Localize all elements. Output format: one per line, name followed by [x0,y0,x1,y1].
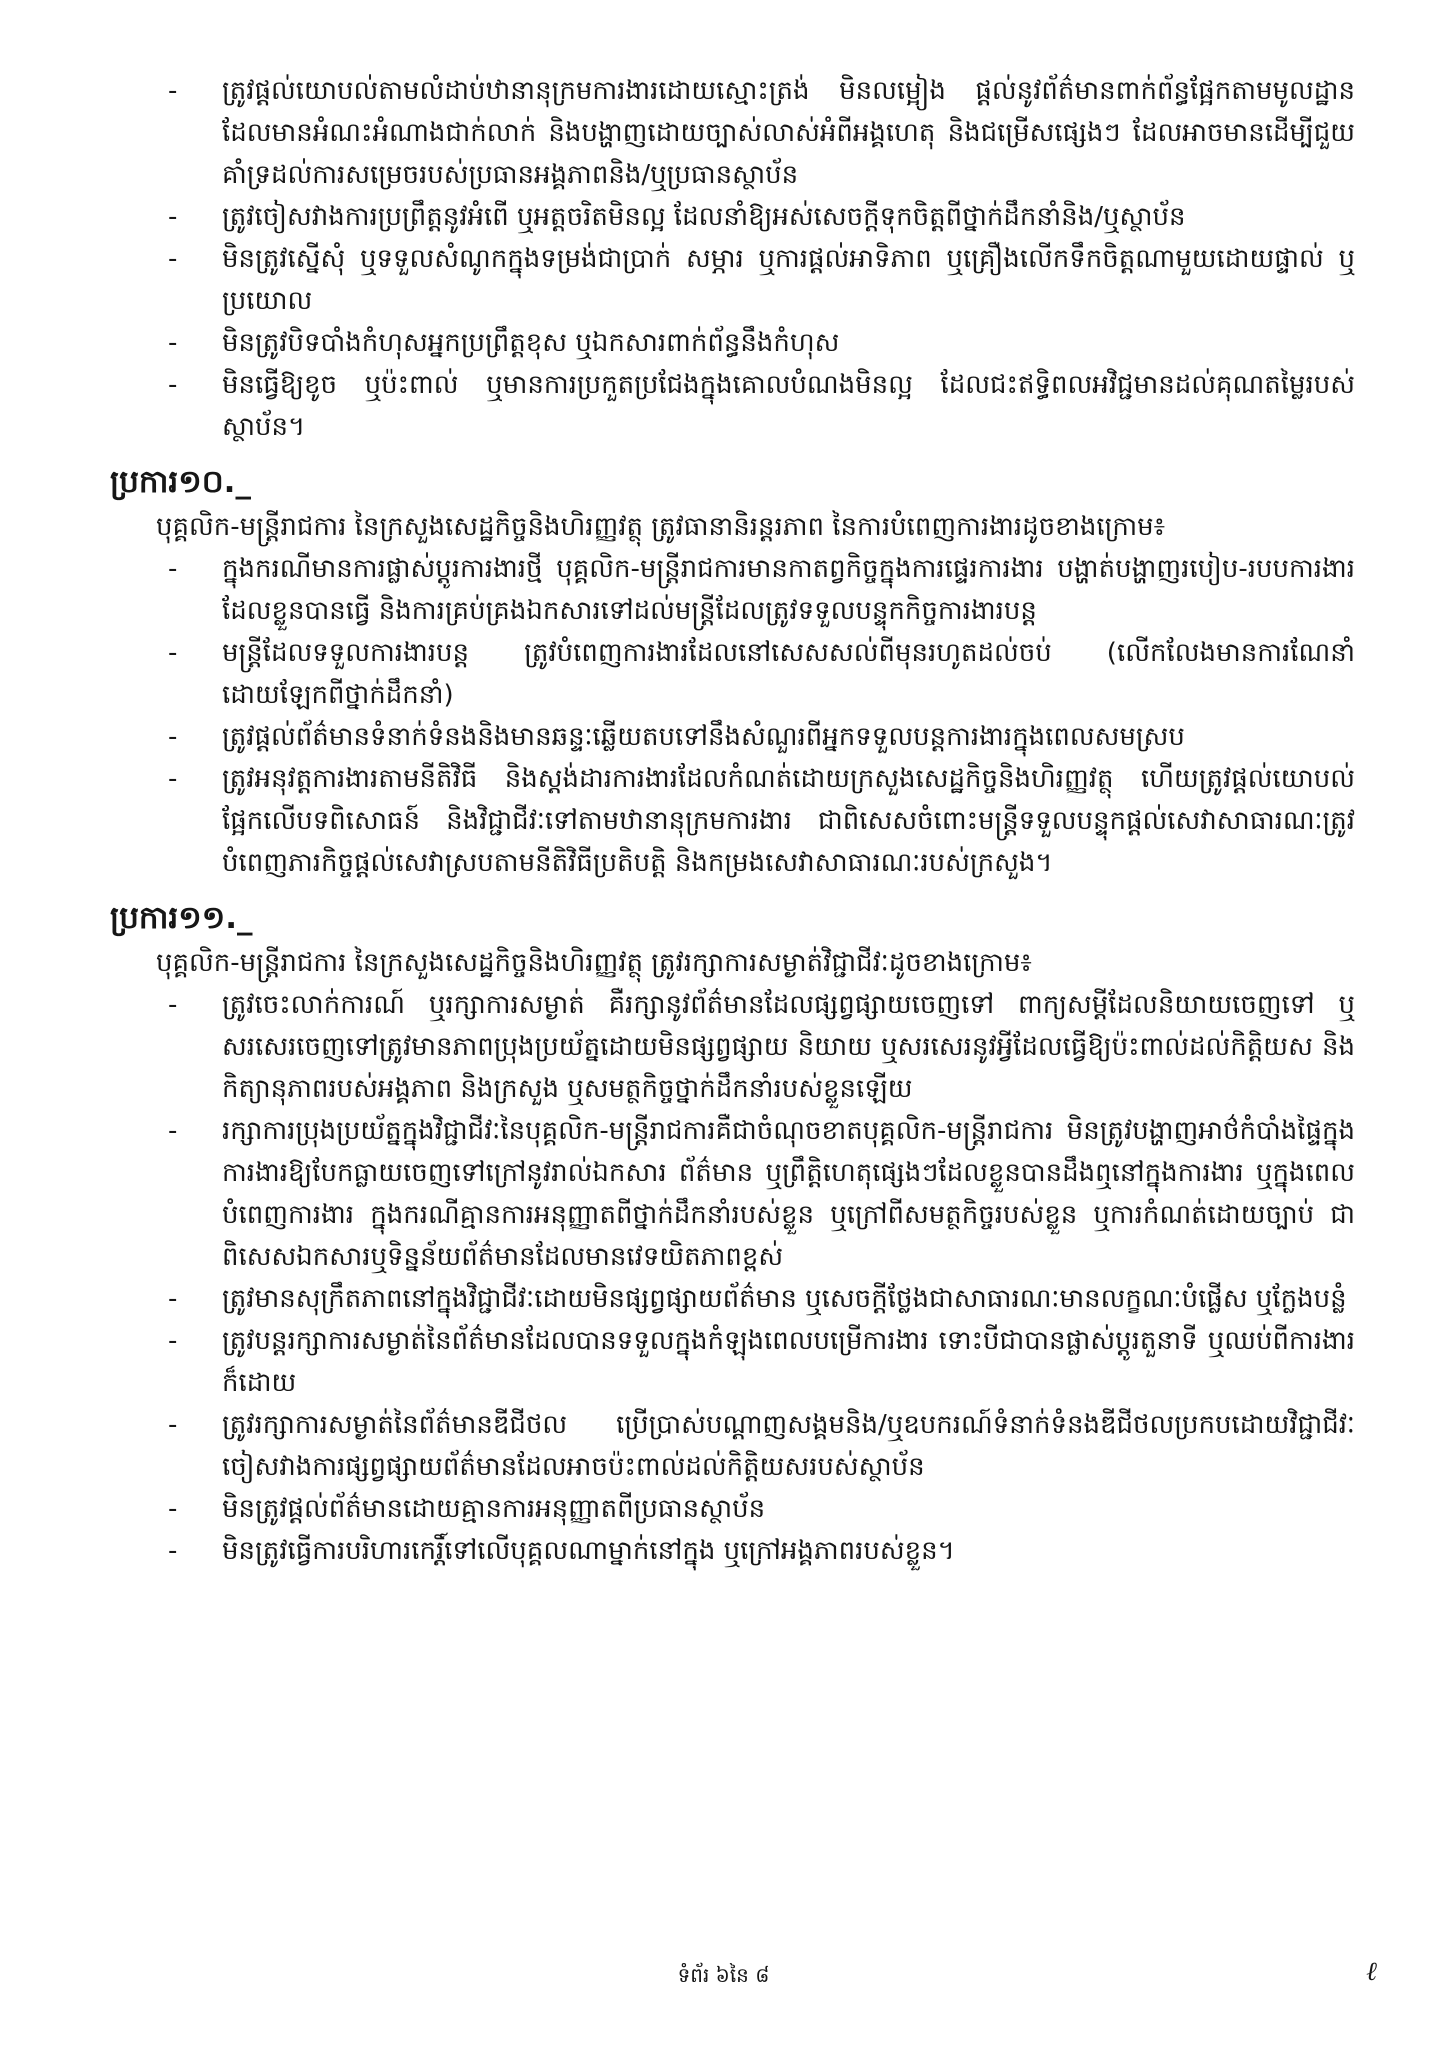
list-item-text: មន្ត្រីដែលទទួលការងារបន្ត ត្រូវបំពេញការងារដែលនៅសេសសល់ពីមុនរហូតដល់ចប់ (លើកលែងមានការណែនាំដោយឡែកពីថ្នាក់ដឹកនាំ) [222,638,1355,710]
list-item [0,238,1447,322]
handwritten-initial: ℓ [1366,1957,1377,1987]
bullet-dash: - [168,722,178,752]
list-item [0,1278,1447,1320]
bullet-dash: - [168,1116,178,1146]
list-item-text: មិនត្រូវស្នើសុំ ឬទទួលសំណូកក្នុងទម្រង់ជាប្រាក់ សម្ភារ ឬការផ្តល់អាទិភាព ឬគ្រឿងលើកទឹកចិត្តណាមួយដោយផ្ទាល់ ឬប្រយោល [222,244,1355,316]
bullet-list-article-11 [0,984,1447,1572]
list-item-text: ត្រូវមានសុក្រឹតភាពនៅក្នុងវិជ្ជាជីវៈដោយមិនផ្សព្វផ្សាយព័ត៌មាន ឬសេចក្តីថ្លែងជាសាធារណៈមានលក្ខណៈបំផ្លើស ឬក្លែងបន្លំ [222,1284,1347,1314]
bullet-dash: - [168,1284,178,1314]
list-item [0,364,1447,448]
bullet-dash: - [168,1494,178,1524]
list-item [0,758,1447,884]
list-item-text: មិនត្រូវបិទបាំងកំហុសអ្នកប្រព្រឹត្តខុស ឬឯកសារពាក់ព័ន្ធនឹងកំហុស [222,328,840,358]
article-10-intro: បុគ្គលិក-មន្ត្រីរាជការ នៃក្រសួងសេដ្ឋកិច្ចនិងហិរញ្ញវត្ថុ ត្រូវធានានិរន្តរភាព នៃការបំពេញការងារដូចខាងក្រោម៖ [156,512,1166,542]
list-item [0,716,1447,758]
list-item [0,70,1447,196]
document-body [0,70,1447,1572]
list-item-text: ក្នុងករណីមានការផ្លាស់ប្តូរការងារថ្មី បុគ្គលិក-មន្ត្រីរាជការមានកាតព្វកិច្ចក្នុងការផ្ទេរការងារ បង្ហាត់បង្ហាញរបៀប-របបការងារដែលខ្លួនបានធ្វើ និងការគ្រប់គ្រងឯកសារទៅដល់មន្ត្រីដែលត្រូវទទួលបន្ទុកកិច្ចការងារបន្ត [222,554,1355,626]
list-item-text: មិនធ្វើឱ្យខូច ឬប៉ះពាល់ ឬមានការប្រកួតប្រជែងក្នុងគោលបំណងមិនល្អ ដែលជះឥទ្ធិពលអវិជ្ជមានដល់គុណតម្លៃរបស់ស្ថាប័ន។ [222,370,1355,442]
bullet-dash: - [168,244,178,274]
list-item [0,632,1447,716]
list-item-text: ត្រូវផ្តល់យោបល់តាមលំដាប់ឋានានុក្រមការងារដោយស្មោះត្រង់ មិនលម្អៀង ផ្តល់នូវព័ត៌មានពាក់ព័ន្ធផ្អែកតាមមូលដ្ឋានដែលមានអំណះអំណាងជាក់លាក់ និងបង្ហាញដោយច្បាស់លាស់អំពីអង្គហេតុ និងជម្រើសផ្សេងៗ ដែលអាចមានដើម្បីជួយគាំទ្រដល់ការសម្រេចរបស់ប្រធានអង្គភាពនិង/ឬប្រធានស្ថាប័ន [222,76,1355,190]
list-item [0,1404,1447,1488]
page-number: ទំព័រ ៦នៃ ៨ [677,1963,770,1987]
bullet-dash: - [168,1410,178,1440]
list-item [0,1110,1447,1278]
bullet-dash: - [168,990,178,1020]
list-item-text: មិនត្រូវធ្វើការបរិហារកេរ្តិ៍ទៅលើបុគ្គលណាម្នាក់នៅក្នុង ឬក្រៅអង្គភាពរបស់ខ្លួន។ [222,1536,955,1566]
article-11-heading: ប្រការ១១._ [110,900,253,936]
list-item [0,984,1447,1110]
bullet-dash: - [168,764,178,794]
list-item-text: មិនត្រូវផ្តល់ព័ត៌មានដោយគ្មានការអនុញ្ញាតពីប្រធានស្ថាប័ន [222,1494,766,1524]
bullet-dash: - [168,554,178,584]
bullet-dash: - [168,202,178,232]
bullet-dash: - [168,76,178,106]
article-11-intro: បុគ្គលិក-មន្ត្រីរាជការ នៃក្រសួងសេដ្ឋកិច្ចនិងហិរញ្ញវត្ថុ ត្រូវរក្សាការសម្ងាត់វិជ្ជាជីវៈដូចខាងក្រោម៖ [156,948,1032,978]
list-item-text: ត្រូវផ្តល់ព័ត៌មានទំនាក់ទំនងនិងមានឆន្ទៈឆ្លើយតបទៅនឹងសំណួរពីអ្នកទទួលបន្តការងារក្នុងពេលសមស្រប [222,722,1185,752]
article-10-heading: ប្រការ១០._ [110,464,251,500]
list-item-text: ត្រូវរក្សាការសម្ងាត់នៃព័ត៌មានឌីជីថល ប្រើប្រាស់បណ្តាញសង្គមនិង/ឬឧបករណ៍ទំនាក់ទំនងឌីជីថលប្រកបដោយវិជ្ជាជីវៈ ចៀសវាងការផ្សព្វផ្សាយព័ត៌មានដែលអាចប៉ះពាល់ដល់កិត្តិយសរបស់ស្ថាប័ន [222,1410,1355,1482]
list-item [0,548,1447,632]
bullet-list-article-10 [0,548,1447,884]
list-item-text: រក្សាការប្រុងប្រយ័ត្នក្នុងវិជ្ជាជីវៈនៃបុគ្គលិក-មន្ត្រីរាជការគឺជាចំណុចខាតបុគ្គលិក-មន្ត្រីរាជការ មិនត្រូវបង្ហាញអាថ៌កំបាំងផ្ទៃក្នុងការងារឱ្យបែកធ្លាយចេញទៅក្រៅនូវរាល់ឯកសារ ព័ត៌មាន ឬព្រឹត្តិហេតុផ្សេងៗដែលខ្លួនបានដឹងឮនៅក្នុងការងារ ឬក្នុងពេលបំពេញការងារ ក្នុងករណីគ្មានការអនុញ្ញាតពីថ្នាក់ដឹកនាំរបស់ខ្លួន ឬក្រៅពីសមត្ថកិច្ចរបស់ខ្លួន ឬការកំណត់ដោយច្បាប់ ជាពិសេសឯកសារឬទិន្នន័យព័ត៌មានដែលមានវេទយិតភាពខ្ពស់ [222,1116,1355,1272]
list-item-text: ត្រូវចេះលាក់ការណ៍ ឬរក្សាការសម្ងាត់ គឺរក្សានូវព័ត៌មានដែលផ្សព្វផ្សាយចេញទៅ ពាក្យសម្តីដែលនិយាយចេញទៅ ឬសរសេរចេញទៅត្រូវមានភាពប្រុងប្រយ័ត្នដោយមិនផ្សព្វផ្សាយ និយាយ ឬសរសេរនូវអ្វីដែលធ្វើឱ្យប៉ះពាល់ដល់កិត្តិយស និងកិត្យានុភាពរបស់អង្គភាព និងក្រសួង ឬសមត្ថកិច្ចថ្នាក់ដឹកនាំរបស់ខ្លួនឡើយ [222,990,1355,1104]
list-item [0,1320,1447,1404]
bullet-dash: - [168,638,178,668]
list-item-text: ត្រូវចៀសវាងការប្រព្រឹត្តនូវអំពើ ឬអត្តចរិតមិនល្អ ដែលនាំឱ្យអស់សេចក្តីទុកចិត្តពីថ្នាក់ដឹកនាំនិង/ឬស្ថាប័ន [222,202,1186,232]
list-item [0,1530,1447,1572]
bullet-dash: - [168,370,178,400]
list-item [0,322,1447,364]
bullet-list-article-9 [0,70,1447,448]
list-item-text: ត្រូវបន្តរក្សាការសម្ងាត់នៃព័ត៌មានដែលបានទទួលក្នុងកំឡុងពេលបម្រើការងារ ទោះបីជាបានផ្លាស់ប្តូរតួនាទី ឬឈប់ពីការងារក៏ដោយ [222,1326,1355,1398]
bullet-dash: - [168,1326,178,1356]
list-item [0,196,1447,238]
bullet-dash: - [168,1536,178,1566]
bullet-dash: - [168,328,178,358]
list-item [0,1488,1447,1530]
list-item-text: ត្រូវអនុវត្តការងារតាមនីតិវិធី និងស្តង់ដារការងារដែលកំណត់ដោយក្រសួងសេដ្ឋកិច្ចនិងហិរញ្ញវត្ថុ ហើយត្រូវផ្តល់យោបល់ផ្អែកលើបទពិសោធន៍ និងវិជ្ជាជីវៈទៅតាមឋានានុក្រមការងារ ជាពិសេសចំពោះមន្ត្រីទទួលបន្ទុកផ្តល់សេវាសាធារណៈត្រូវបំពេញភារកិច្ចផ្តល់សេវាស្របតាមនីតិវិធីប្រតិបត្តិ និងកម្រងសេវាសាធារណៈរបស់ក្រសួង។ [222,764,1355,878]
